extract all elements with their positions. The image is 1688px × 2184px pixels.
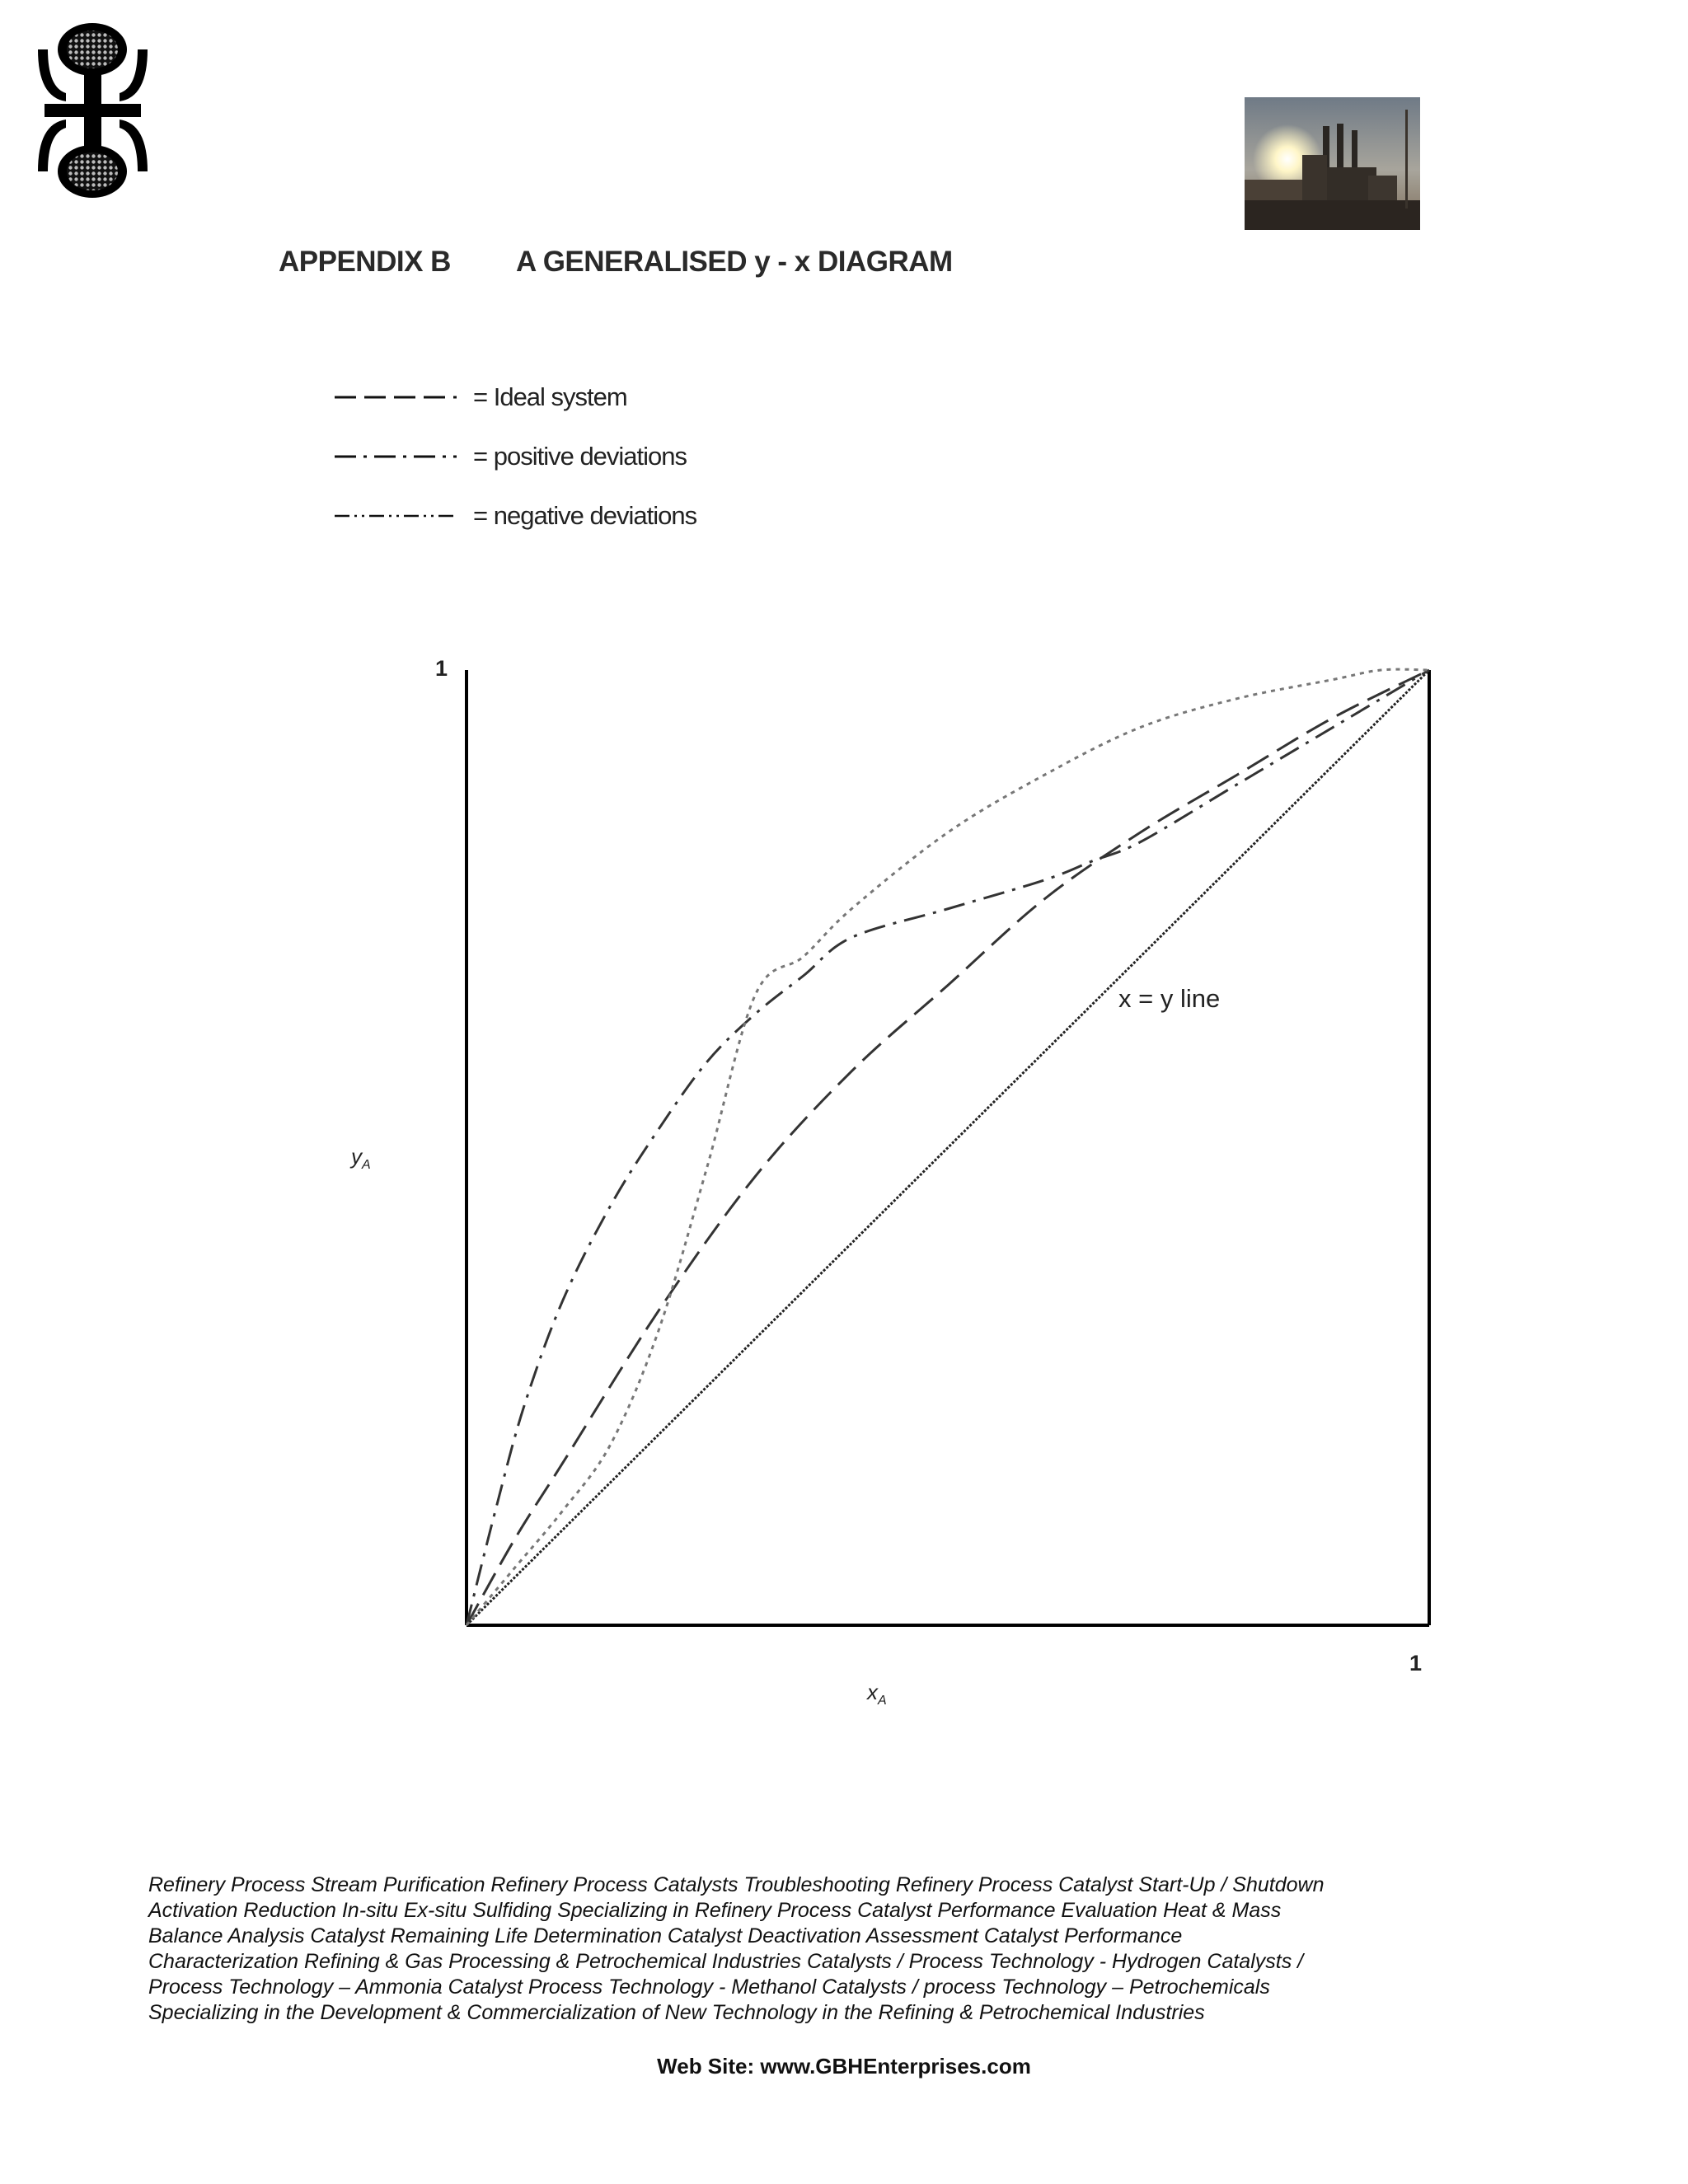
- y-tick-label: 1: [435, 656, 448, 681]
- legend-label: = Ideal system: [473, 382, 627, 411]
- footer-line: Refinery Process Stream Purification Refinery Process Catalysts Troubleshooting Refinery Process Catalyst Start-Up / Shutdown: [148, 1873, 1325, 1896]
- series-line-negative-deviations: [467, 669, 1429, 1625]
- legend-label: = negative deviations: [473, 501, 697, 530]
- appendix-label: APPENDIX B: [279, 246, 451, 278]
- legend-label: = positive deviations: [473, 442, 687, 471]
- footer-line: Balance Analysis Catalyst Remaining Life Determination Catalyst Deactivation Assessment Catalyst Performance: [148, 1924, 1183, 1947]
- xy-line-annotation: x = y line: [1118, 984, 1221, 1013]
- x-tick-label: 1: [1409, 1651, 1423, 1675]
- legend-swatch-dashed: [333, 381, 465, 414]
- footer-line: Characterization Refining & Gas Processing & Petrochemical Industries Catalysts / Process Technology - Hydrogen Catalysts /: [148, 1950, 1304, 1973]
- series-line-positive-deviations: [467, 670, 1429, 1625]
- legend-item-ideal: [333, 381, 828, 414]
- website-link[interactable]: Web Site: www.GBHEnterprises.com: [657, 2054, 1031, 2079]
- chart-labels: [349, 656, 1422, 1708]
- legend-swatch-dash-dot-dot: [333, 499, 465, 532]
- page-title: A GENERALISED y - x DIAGRAM: [516, 246, 953, 278]
- chart-axes: [467, 670, 1429, 1625]
- legend-swatch-dash-dot: [333, 440, 465, 473]
- y-axis-label: $y_A$: [351, 1144, 371, 1172]
- footer-line: Process Technology – Ammonia Catalyst Process Technology - Methanol Catalysts / process Technology – Petrochemicals: [148, 1975, 1270, 1999]
- footer-line: Activation Reduction In-situ Ex-situ Sulfiding Specializing in Refinery Process Catalyst Performance Evaluation Heat & Mass: [148, 1899, 1282, 1922]
- footer-line: Specializing in the Development & Commercialization of New Technology in the Refining & Petrochemical Industries: [148, 2001, 1205, 2024]
- refinery-photo: [1245, 97, 1420, 230]
- refinery-photo-image: [1245, 97, 1420, 230]
- series-line-x-y-line: [467, 670, 1429, 1625]
- series-line-ideal-system: [467, 670, 1429, 1625]
- gbh-logo-icon: [33, 15, 152, 206]
- legend-item-positive: [333, 440, 828, 473]
- chart-series-group: [467, 669, 1429, 1625]
- legend-item-negative: [333, 499, 828, 532]
- x-axis-label: $x_A$: [867, 1680, 887, 1708]
- footer-services-text: [148, 1872, 1434, 2026]
